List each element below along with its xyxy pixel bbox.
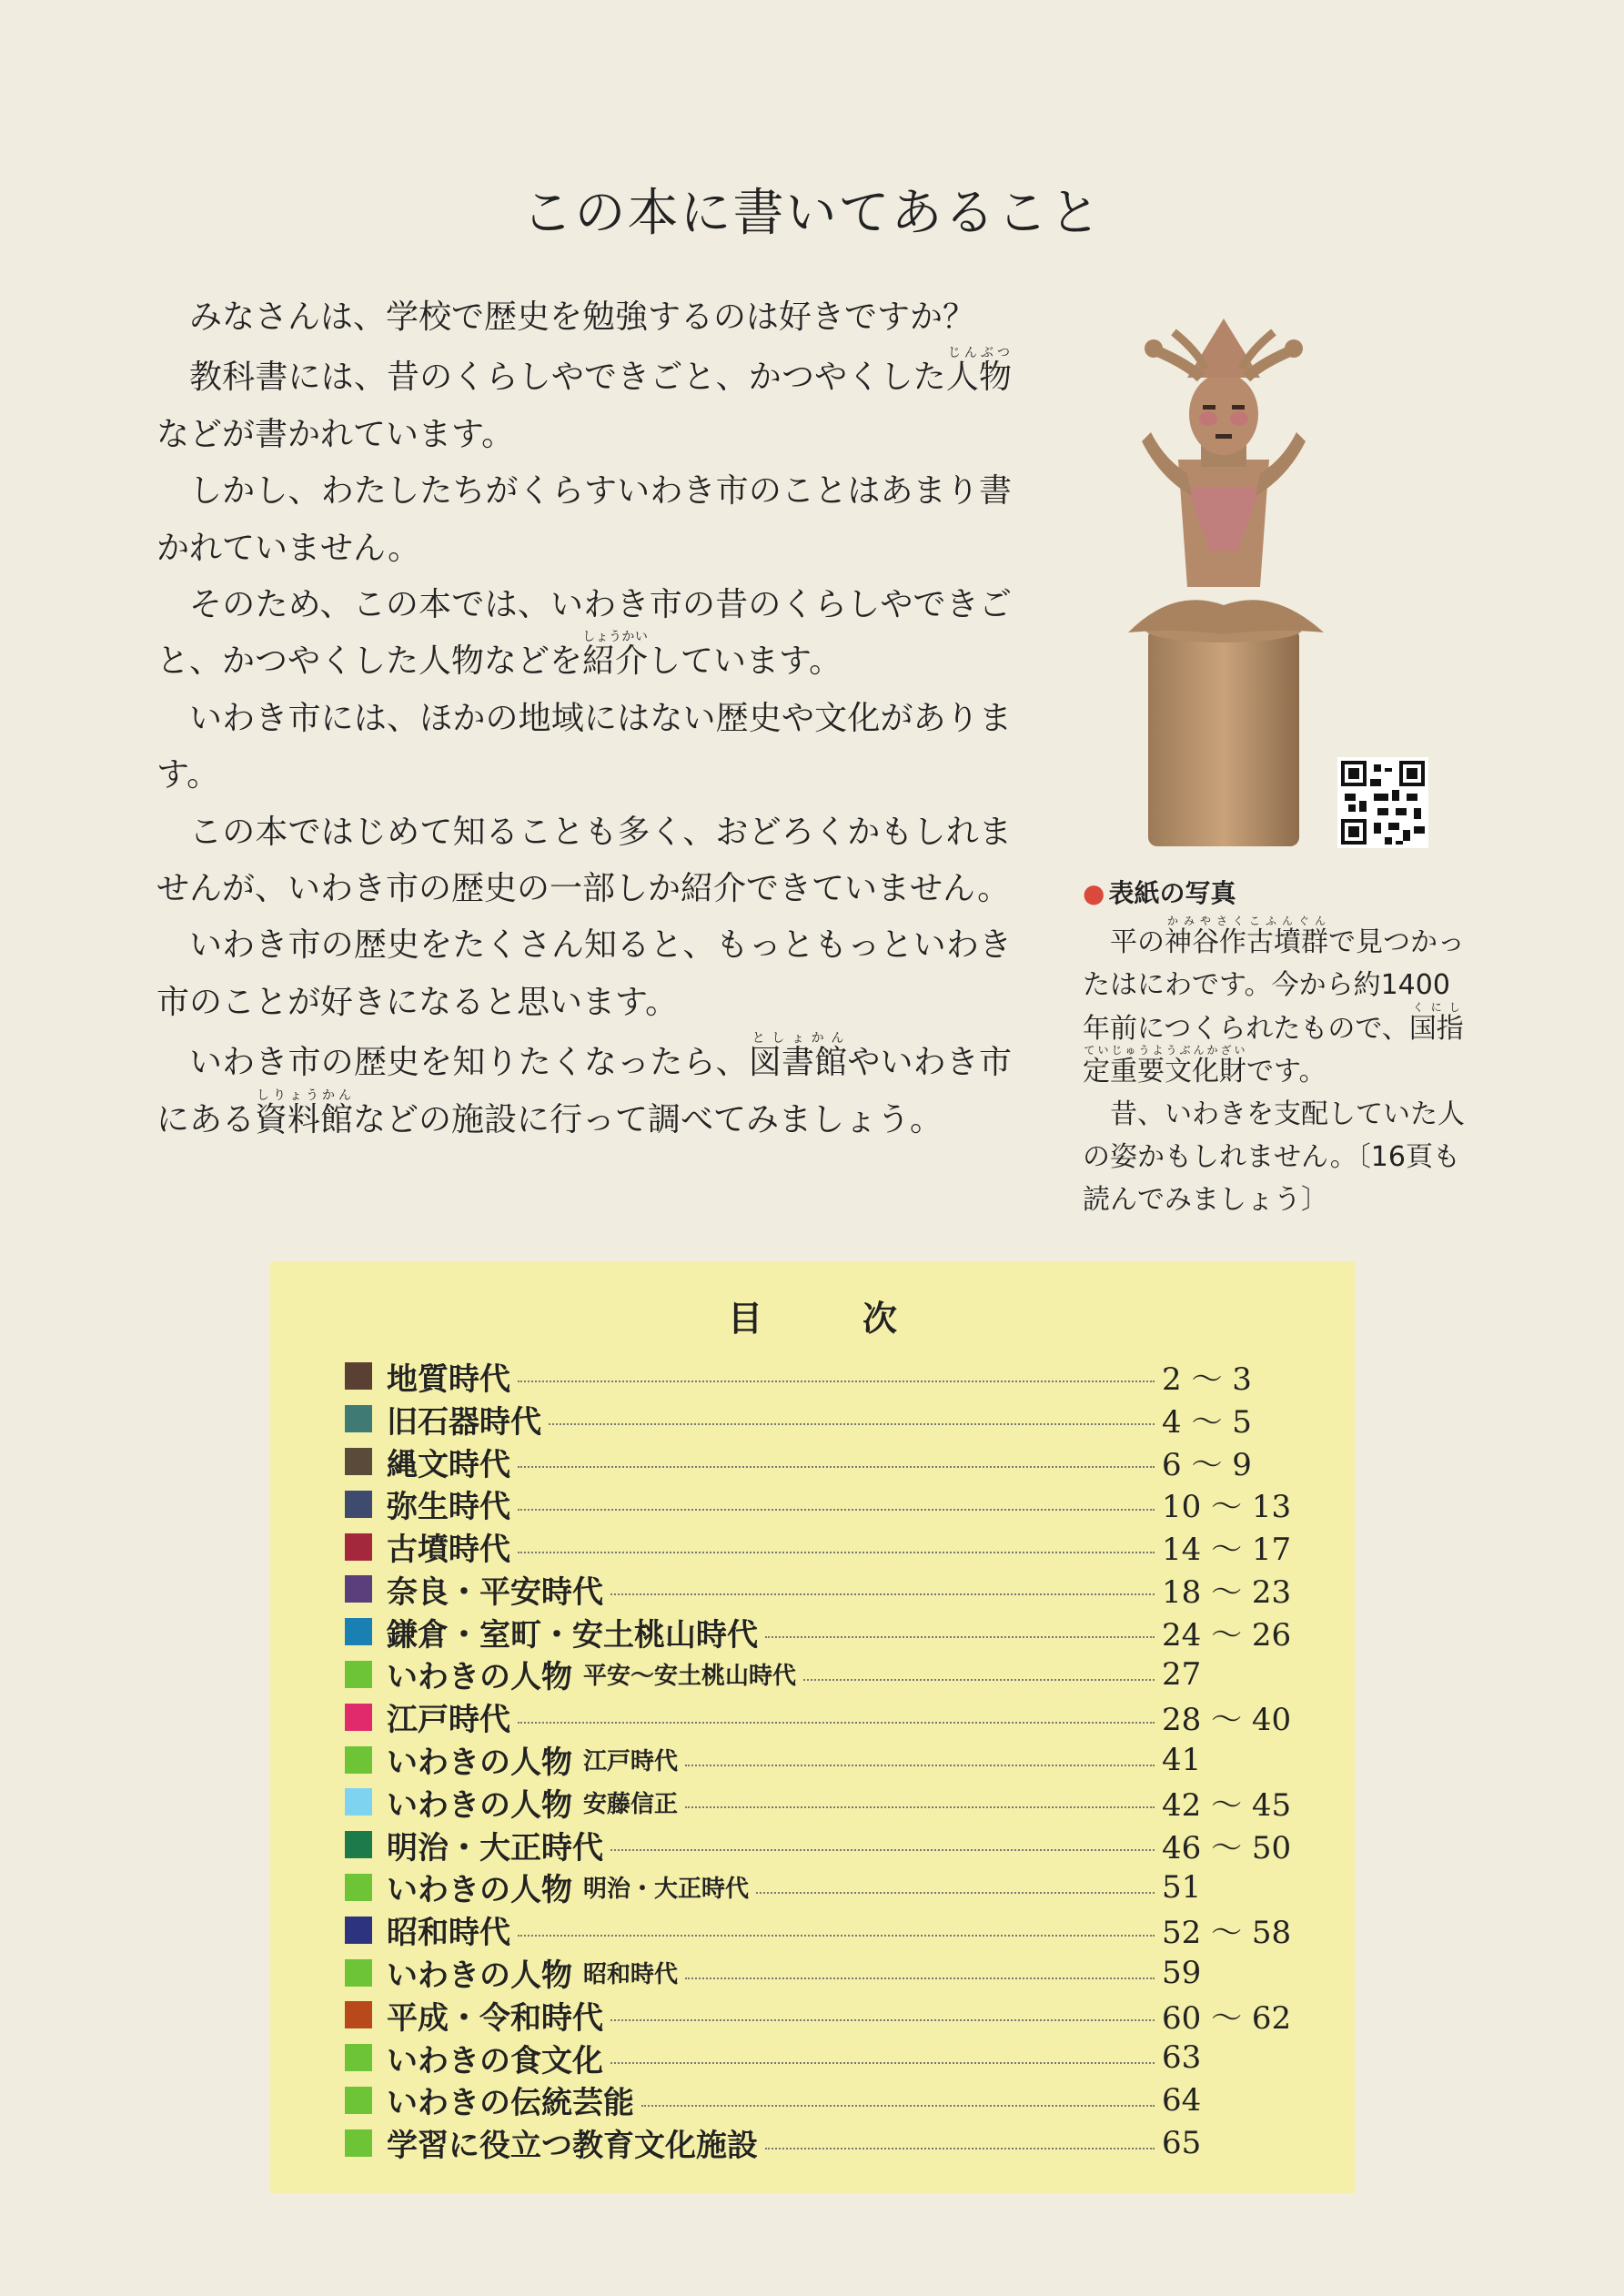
- dotted-leader: [518, 1935, 1155, 1937]
- color-square-icon: [345, 1788, 372, 1816]
- dotted-leader: [641, 2105, 1155, 2107]
- toc-item: [345, 1695, 1292, 1739]
- toc-item-pages: 6 ～ 9: [1162, 1446, 1252, 1483]
- toc-item-pages: 28 ～ 40: [1162, 1702, 1292, 1739]
- toc-item-pages: 24 ～ 26: [1162, 1616, 1292, 1654]
- toc-item-pages: 60 ～ 62: [1162, 1999, 1292, 2037]
- ruby-word: 国指定重要文化財くにしていじゅうようぶんかざい: [1083, 1001, 1464, 1087]
- ruby-word: 神谷作古墳群かみやさくこふんぐん: [1165, 915, 1328, 958]
- color-square-icon: [345, 1491, 372, 1518]
- toc-item-pages: 41: [1162, 1741, 1202, 1778]
- toc-item-label: 旧石器時代: [387, 1403, 541, 1441]
- toc-item-label: 学習に役立つ教育文化施設: [387, 2128, 758, 2165]
- toc-item-pages: 14 ～ 17: [1162, 1532, 1292, 1569]
- toc-item: [345, 2121, 1271, 2164]
- haniwa-figure-image: [1101, 314, 1347, 851]
- color-square-icon: [345, 1575, 372, 1603]
- toc-item: [345, 1441, 1271, 1483]
- toc-item-label: 地質時代: [387, 1360, 510, 1398]
- color-square-icon: [345, 1448, 372, 1475]
- toc-item: [345, 1355, 1271, 1398]
- toc-item-sublabel: 明治・大正時代: [583, 1876, 750, 1904]
- toc-item: [345, 2079, 1271, 2122]
- color-square-icon: [345, 1917, 372, 1944]
- caption-body: [1083, 915, 1465, 1221]
- toc-item-pages: 65: [1162, 2124, 1202, 2161]
- table-of-contents: [270, 1261, 1355, 2193]
- toc-item: [345, 1611, 1292, 1654]
- toc-item-pages: 46 ～ 50: [1162, 1829, 1292, 1866]
- toc-item-label: いわきの人物: [387, 1659, 572, 1696]
- toc-item-label: いわきの食文化: [387, 2042, 603, 2079]
- toc-list: [345, 1355, 1292, 2165]
- toc-item-pages: 2 ～ 3: [1162, 1360, 1252, 1398]
- caption-heading: ● 表紙の写真: [1083, 878, 1236, 908]
- toc-item-label: いわきの人物: [387, 1745, 572, 1782]
- toc-item: [345, 1482, 1292, 1526]
- toc-item: [345, 1654, 1271, 1696]
- caption-paragraph: 平の神谷作古墳群かみやさくこふんぐんで見つかったはにわです。今から約1400年前につくられたもので、国指定重要文化財くにしていじゅうようぶんかざいです。: [1083, 915, 1465, 1087]
- toc-item-pages: 51: [1162, 1868, 1202, 1906]
- dotted-leader: [518, 1552, 1155, 1553]
- toc-item-label: いわきの人物: [387, 1872, 572, 1909]
- toc-item-sublabel: 昭和時代: [583, 1961, 679, 1989]
- intro-paragraph: みなさんは、学校で歴史を勉強するのは好きですか？: [189, 298, 976, 336]
- intro-paragraph: この本ではじめて知ることも多く、おどろくかもしれませんが、いわき市の歴史の一部しか紹介できていません。: [156, 813, 1012, 908]
- color-square-icon: [345, 1746, 372, 1774]
- toc-item-pages: 27: [1162, 1655, 1202, 1693]
- toc-item-label: 縄文時代: [387, 1446, 510, 1483]
- ruby-word: 資料館しりょうかん: [255, 1087, 354, 1138]
- dotted-leader: [765, 2148, 1155, 2149]
- toc-item-label: 昭和時代: [387, 1915, 510, 1952]
- color-square-icon: [345, 1874, 372, 1901]
- page-title: この本に書いてあること: [521, 184, 1103, 243]
- toc-item-label: いわきの人物: [387, 1786, 572, 1824]
- color-square-icon: [345, 2087, 372, 2114]
- intro-paragraph: そのため、この本では、いわき市の昔のくらしやできごと、かつやくした人物などを紹介しょうかいしています。: [156, 586, 1012, 681]
- color-square-icon: [345, 1405, 372, 1432]
- dotted-leader: [518, 1466, 1155, 1468]
- toc-item: [345, 1738, 1271, 1781]
- dotted-leader: [803, 1679, 1155, 1681]
- color-square-icon: [345, 1533, 372, 1561]
- toc-item-pages: 59: [1162, 1954, 1202, 1991]
- toc-item-label: いわきの伝統芸能: [387, 2085, 634, 2122]
- bullet-dot-icon: ●: [1083, 878, 1105, 908]
- toc-item-label: 江戸時代: [387, 1702, 510, 1739]
- toc-item-label: 平成・令和時代: [387, 1999, 603, 2037]
- dotted-leader: [518, 1722, 1155, 1724]
- toc-item-pages: 52 ～ 58: [1162, 1915, 1292, 1952]
- toc-item: [345, 1908, 1292, 1952]
- toc-item-label: 奈良・平安時代: [387, 1573, 603, 1611]
- toc-item-sublabel: 平安～安土桃山時代: [583, 1663, 797, 1691]
- dotted-leader: [685, 1765, 1155, 1766]
- toc-item-label: 明治・大正時代: [387, 1829, 603, 1866]
- color-square-icon: [345, 1831, 372, 1858]
- intro-text: [156, 289, 1012, 1148]
- cover-photo-caption: [1083, 872, 1465, 1221]
- intro-paragraph: いわき市には、ほかの地域にはない歴史や文化があります。: [156, 699, 1012, 794]
- dotted-leader: [685, 1977, 1155, 1979]
- dotted-leader: [756, 1892, 1155, 1894]
- color-square-icon: [345, 1704, 372, 1731]
- dotted-leader: [610, 2019, 1155, 2021]
- toc-item: [345, 1824, 1292, 1866]
- toc-item: [345, 1781, 1292, 1824]
- toc-item-sublabel: 江戸時代: [583, 1748, 679, 1776]
- toc-item: [345, 1525, 1292, 1569]
- toc-item-pages: 4 ～ 5: [1162, 1403, 1252, 1441]
- toc-item-pages: 18 ～ 23: [1162, 1573, 1292, 1611]
- color-square-icon: [345, 2044, 372, 2071]
- dotted-leader: [610, 2062, 1155, 2064]
- intro-paragraph: いわき市の歴史をたくさん知ると、もっともっといわき市のことが好きになると思います。: [156, 926, 1012, 1021]
- toc-item: [345, 1398, 1271, 1441]
- color-square-icon: [345, 1661, 372, 1688]
- dotted-leader: [518, 1381, 1155, 1382]
- dotted-leader: [765, 1636, 1155, 1638]
- intro-paragraph: いわき市の歴史を知りたくなったら、図書館としょかんやいわき市にある資料館しりょうかんなどの施設に行って調べてみましょう。: [156, 1031, 1012, 1138]
- toc-item-pages: 10 ～ 13: [1162, 1489, 1292, 1526]
- color-square-icon: [345, 2001, 372, 2028]
- toc-item-pages: 64: [1162, 2081, 1202, 2119]
- intro-paragraph: しかし、わたしたちがくらすいわき市のことはあまり書かれていません。: [156, 472, 1012, 567]
- ruby-word: 図書館としょかん: [748, 1031, 848, 1082]
- toc-item-label: 弥生時代: [387, 1489, 510, 1526]
- toc-item-label: 鎌倉・室町・安土桃山時代: [387, 1616, 758, 1654]
- color-square-icon: [345, 2129, 372, 2157]
- intro-paragraph: 教科書には、昔のくらしやできごと、かつやくした人物じんぶつなどが書かれています。: [156, 346, 1012, 453]
- dotted-leader: [518, 1509, 1155, 1511]
- toc-item: [345, 1568, 1292, 1611]
- color-square-icon: [345, 1618, 372, 1645]
- toc-item-label: 古墳時代: [387, 1532, 510, 1569]
- caption-paragraph: 昔、いわきを支配していた人の姿かもしれません。〔16頁も読んでみましょう〕: [1083, 1098, 1465, 1216]
- ruby-word: 紹介しょうかい: [582, 630, 649, 681]
- color-square-icon: [345, 1362, 372, 1390]
- toc-item-label: いわきの人物: [387, 1957, 572, 1995]
- toc-item: [345, 1994, 1292, 2037]
- toc-item-sublabel: 安藤信正: [583, 1790, 679, 1818]
- toc-item: [345, 2037, 1271, 2079]
- color-square-icon: [345, 1959, 372, 1987]
- dotted-leader: [549, 1423, 1155, 1425]
- dotted-leader: [610, 1849, 1155, 1851]
- qr-code-image: [1337, 757, 1428, 848]
- dotted-leader: [685, 1806, 1155, 1808]
- toc-title: 目次: [727, 1299, 997, 1339]
- toc-item-pages: 63: [1162, 2039, 1202, 2077]
- toc-item: [345, 1951, 1271, 1994]
- toc-item-pages: 42 ～ 45: [1162, 1786, 1292, 1824]
- dotted-leader: [610, 1593, 1155, 1595]
- toc-item: [345, 1866, 1271, 1909]
- ruby-word: 人物じんぶつ: [945, 346, 1012, 397]
